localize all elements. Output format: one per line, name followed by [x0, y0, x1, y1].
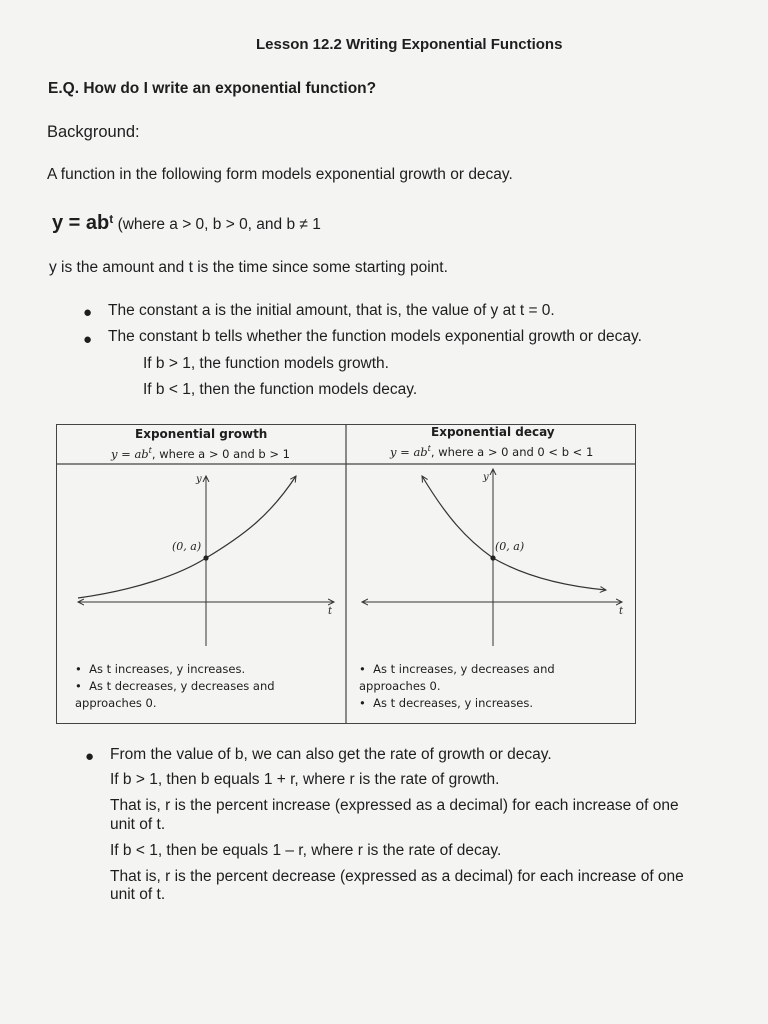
variables-definition: y is the amount and t is the time since some starting point. — [49, 259, 448, 276]
growth-formula-exp: t — [148, 446, 152, 455]
decay-formula — [390, 444, 593, 459]
decay-point — [490, 555, 495, 560]
decay-condition: If b < 1, then the function models decay. — [143, 381, 418, 398]
growth-t-label: t — [327, 605, 332, 617]
growth-curve — [78, 473, 296, 598]
growth-notes: • As t increases, y increases. • As t decreases, y decreases and approaches 0. — [75, 662, 275, 710]
growth-graph — [78, 474, 334, 646]
rate-line-5: That is, r is the percent decrease (expressed as a decimal) for each increase of one — [110, 868, 684, 885]
decay-header: Exponential decay — [431, 425, 555, 439]
decay-note-1: As t increases, y decreases and — [373, 662, 555, 676]
growth-header: Exponential growth — [135, 427, 268, 441]
rate-line-6: unit of t. — [110, 886, 166, 903]
decay-y-label: y — [482, 471, 489, 483]
rate-bullet: From the value of b, we can also get the rate of growth or decay. — [110, 746, 552, 763]
formula-line — [52, 212, 321, 235]
growth-point-label: (0, a) — [171, 539, 201, 553]
growth-point — [203, 555, 208, 560]
lesson-title: Lesson 12.2 Writing Exponential Functions — [256, 36, 563, 53]
growth-note-3: approaches 0. — [75, 696, 157, 710]
intro-text: A function in the following form models exponential growth or decay. — [47, 166, 513, 183]
decay-point-label: (0, a) — [494, 539, 524, 553]
formula-exponent: t — [109, 212, 114, 226]
formula-main: y = ab — [52, 212, 110, 235]
growth-y-label: y — [195, 473, 202, 485]
bullet-dot: ● — [83, 331, 93, 348]
decay-formula-main: y = ab — [390, 444, 428, 459]
decay-condition: , where a > 0 and 0 < b < 1 — [430, 444, 594, 459]
bullet-initial-amount: The constant a is the initial amount, that is, the value of y at t = 0. — [108, 302, 555, 319]
rate-line-1: If b > 1, then b equals 1 + r, where r is the rate of growth. — [110, 771, 500, 788]
growth-formula-main: y = ab — [111, 446, 149, 461]
rate-line-2: That is, r is the percent increase (expressed as a decimal) for each increase of one — [110, 797, 679, 814]
decay-formula-exp: t — [427, 444, 431, 453]
rate-line-3: unit of t. — [110, 816, 166, 833]
rate-line-4: If b < 1, then be equals 1 – r, where r is the rate of decay. — [110, 842, 502, 859]
growth-note-2: As t decreases, y decreases and — [89, 679, 275, 693]
bullet-constant-b: The constant b tells whether the function models exponential growth or decay. — [108, 328, 642, 345]
growth-formula — [111, 446, 290, 461]
decay-note-3: As t decreases, y increases. — [373, 696, 534, 710]
background-label: Background: — [47, 123, 140, 141]
bullet-dot: ● — [85, 748, 95, 765]
decay-notes: • As t increases, y decreases and approaches 0. • As t decreases, y increases. — [359, 662, 555, 710]
decay-graph — [362, 469, 624, 646]
formula-condition: (where a > 0, b > 0, and b ≠ 1 — [117, 216, 321, 234]
essential-question: E.Q. How do I write an exponential function? — [48, 80, 377, 97]
decay-curve — [422, 476, 606, 590]
decay-note-2: approaches 0. — [359, 679, 441, 693]
growth-condition: , where a > 0 and b > 1 — [151, 446, 290, 461]
decay-t-label: t — [618, 605, 623, 617]
growth-condition: If b > 1, the function models growth. — [143, 355, 389, 372]
growth-note-1: As t increases, y increases. — [89, 662, 246, 676]
growth-decay-table — [56, 424, 636, 724]
bullet-dot: ● — [83, 304, 93, 321]
